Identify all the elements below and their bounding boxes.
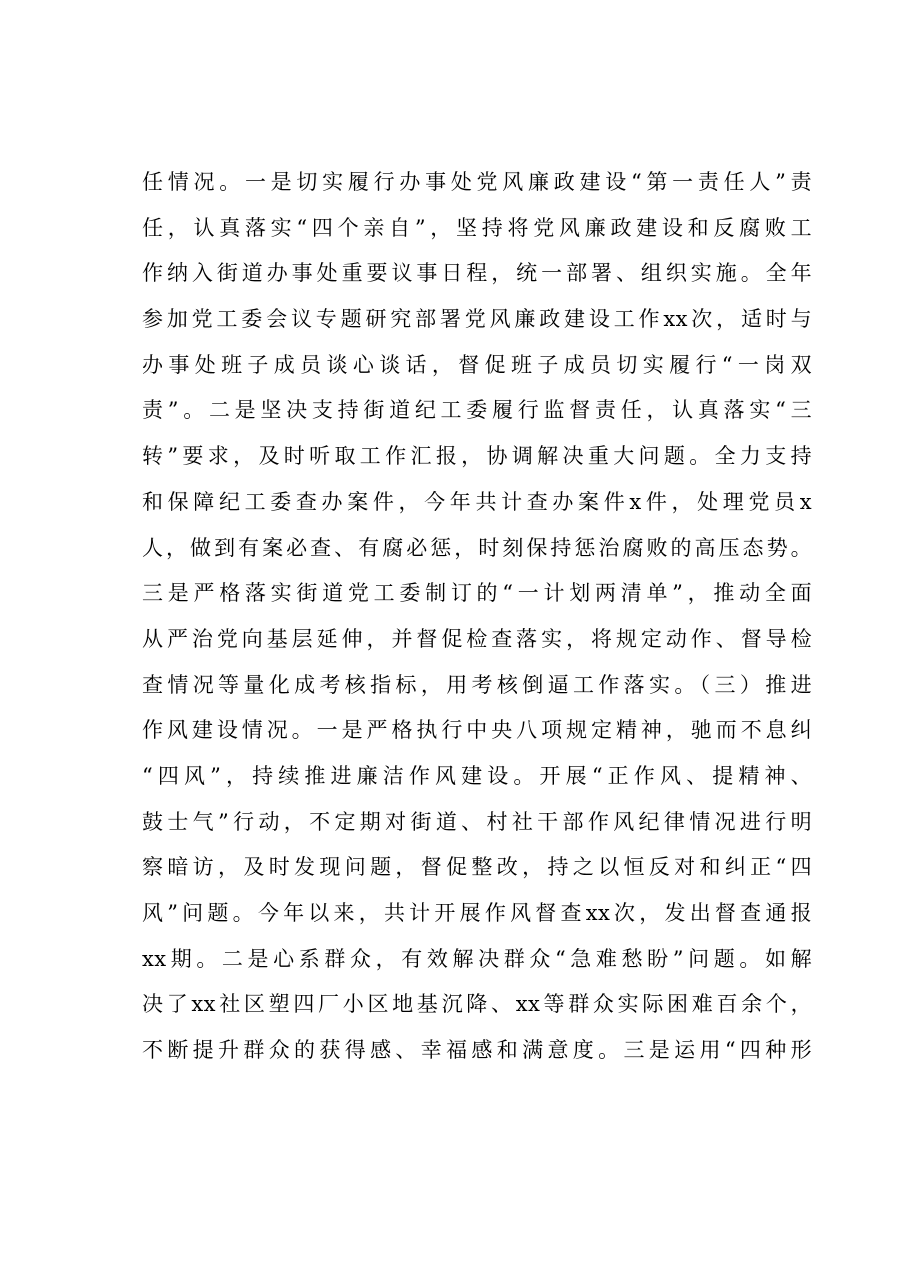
text-line: “四风”，持续推进廉洁作风建设。开展“正作风、提精神、 [142, 763, 812, 788]
text-line: 三是严格落实街道党工委制订的“一计划两清单”，推动全面 [142, 581, 812, 606]
text-line: 风”问题。今年以来，共计开展作风督查xx次，发出督查通报 [142, 901, 812, 925]
text-line: 任情况。一是切实履行办事处党风廉政建设“第一责任人”责 [142, 170, 812, 194]
text-line: 办事处班子成员谈心谈话，督促班子成员切实履行“一岗双 [142, 352, 812, 377]
text-line: 责”。二是坚决支持街道纪工委履行监督责任，认真落实“三 [142, 398, 812, 423]
text-line: 察暗访，及时发现问题，督促整改，持之以恒反对和纠正“四 [142, 855, 812, 880]
text-line: 和保障纪工委查办案件，今年共计查办案件x件，处理党员x [142, 489, 812, 514]
text-line: 查情况等量化成考核指标，用考核倒逼工作落实。（三）推进 [142, 672, 812, 697]
text-line: 作纳入街道办事处重要议事日程，统一部署、组织实施。全年 [142, 261, 812, 286]
text-line: 转”要求，及时听取工作汇报，协调解决重大问题。全力支持 [142, 444, 812, 469]
text-line: 鼓士气”行动，不定期对街道、村社干部作风纪律情况进行明 [142, 809, 812, 834]
text-line: 作风建设情况。一是严格执行中央八项规定精神，驰而不息纠 [142, 718, 812, 743]
text-line: 决了xx社区塑四厂小区地基沉降、xx等群众实际困难百余个， [142, 992, 812, 1017]
text-line: 不断提升群众的获得感、幸福感和满意度。三是运用“四种形 [142, 1038, 812, 1063]
body-text [142, 160, 812, 1074]
text-line: 参加党工委会议专题研究部署党风廉政建设工作xx次，适时与 [142, 307, 812, 332]
text-line: xx期。二是心系群众，有效解决群众“急难愁盼”问题。如解 [142, 946, 812, 971]
text-line: 任，认真落实“四个亲自”，坚持将党风廉政建设和反腐败工 [142, 215, 812, 240]
text-line: 从严治党向基层延伸，并督促检查落实，将规定动作、督导检 [142, 626, 812, 651]
text-line: 人，做到有案必查、有腐必惩，时刻保持惩治腐败的高压态势。 [142, 535, 812, 560]
